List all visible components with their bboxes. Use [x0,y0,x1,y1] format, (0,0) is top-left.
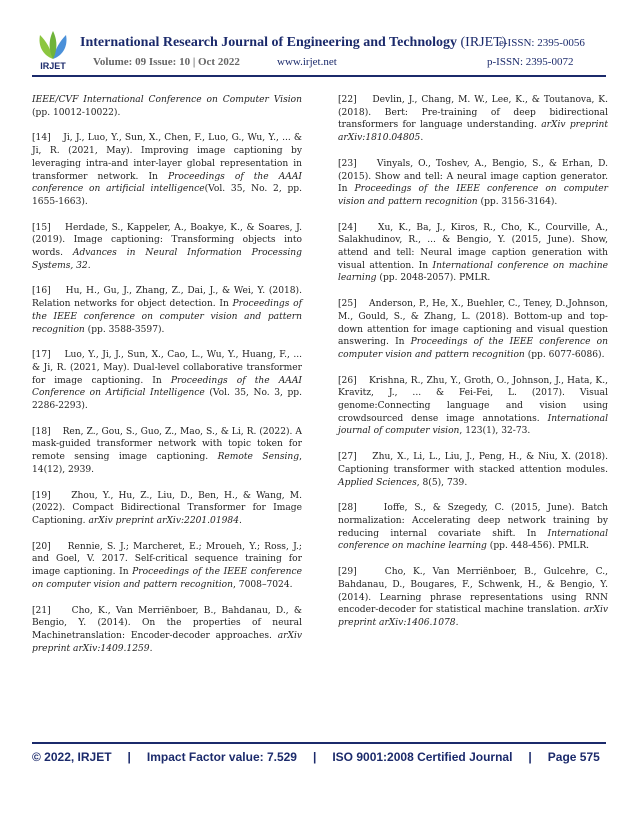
reference-text: [27] Zhu, X., Li, L., Liu, J., Peng, H., & Niu, X. (2018). Captioning transformer with stacked attention modules. [338,452,608,475]
reference-source: Remote Sensing [217,452,300,463]
references-left-column [32,94,302,668]
reference-source: arXiv preprint arXiv:1409.1259 [32,630,302,654]
footer-divider [32,742,606,744]
irjet-logo [34,31,72,71]
reference-details: (Vol. 35, No. 2, pp. 1655-1663). [32,184,302,207]
reference-details: , 14(12), 2939. [32,452,302,475]
reference-details: (pp. 3156-3164). [477,196,558,207]
reference-details: . [239,515,242,526]
leaf-icon [40,31,67,59]
volume-issue: Volume: 09 Issue: 10 | Oct 2022 [93,56,240,68]
reference-entry [32,132,302,208]
reference-entry [338,375,608,439]
pissn: p-ISSN: 2395-0072 [487,56,574,68]
reference-details: . [420,133,424,144]
reference-source: Proceedings of the IEEE conference on computer vision and pattern recognition [338,184,608,207]
reference-details: (pp. 448-456). PMLR. [486,541,590,552]
reference-details: (pp. 6077-6086). [524,349,605,360]
journal-url[interactable]: www.irjet.net [277,56,337,68]
reference-details: . [149,643,153,654]
footer-separator: | [127,750,131,764]
footer-iso: ISO 9001:2008 Certified Journal [332,750,513,764]
reference-source: International conference on machine learning [338,528,608,552]
reference-text: [29] Cho, K., Van Merriënboer, B., Gulcehre, C., Bahdanau, D., Bougares, F., Schwenk, H., & Bengio, Y. (2014). Learning phrase representations using RNN encoder-decoder for statistical machine translation. [338,567,608,616]
reference-details: , 8(5), 739. [416,477,468,488]
logo-text: IRJET [40,61,66,71]
reference-text: [16] Hu, H., Gu, J., Zhang, Z., Dai, J., & Wei, Y. (2018). Relation networks for object detection. In [32,286,302,310]
journal-title [80,35,506,51]
reference-text: [19] Zhou, Y., Hu, Z., Liu, D., Ben, H., & Wang, M. (2022). Compact Bidirectional Transformer for Image Captioning. [32,490,302,526]
reference-entry [338,502,608,553]
reference-entry [32,285,302,336]
reference-source: Proceedings of the IEEE conference on computer vision and pattern recognition [338,337,608,360]
reference-entry [32,426,302,477]
reference-text: [23] Vinyals, O., Toshev, A., Bengio, S., & Erhan, D. (2015). Show and tell: A neural image caption generator. In [338,158,608,195]
reference-text: [25] Anderson, P., He, X., Buehler, C., Teney, D.,Johnson, M., Gould, S., & Zhang, L. (2018). Bottom-up and top-down attention for image captioning and visual question answering. In [338,299,608,348]
reference-entry [338,298,608,362]
reference-text: [14] Ji, J., Luo, Y., Sun, X., Chen, F., Luo, G., Wu, Y., ... & Ji, R. (2021, May). Improving image captioning by leveraging intra-and inter-layer global representation in transformer network. In [32,133,302,182]
reference-source: Proceedings of the AAAI conference on artificial intelligence [32,171,302,195]
reference-source: Proceedings of the IEEE conference on computer vision and pattern recognition [32,299,302,335]
reference-entry [32,605,302,656]
reference-entry [338,566,608,630]
footer-copyright: © 2022, IRJET [32,750,112,764]
reference-details: , 7008–7024. [233,579,293,590]
journal-title-text: International Research Journal of Engineering and Technology [80,35,458,50]
eissn: e-ISSN: 2395-0056 [499,37,585,49]
reference-entry [32,94,302,119]
references-right-column [338,94,608,643]
reference-text: [24] Xu, K., Ba, J., Kiros, R., Cho, K., Courville, A., Salakhudinov, R., ... & Bengio, Y. (2015, June). Show, attend and tell: Neural image caption generation with visual attention. In [338,222,608,271]
reference-source: Proceedings of the IEEE conference on computer vision and pattern recognition [32,567,302,590]
reference-entry [338,222,608,286]
reference-details: (pp. 2048-2057). PMLR. [376,273,491,284]
reference-entry [32,222,302,273]
reference-details: . [455,617,459,628]
reference-text: [21] Cho, K., Van Merriënboer, B., Bahdanau, D., & Bengio, Y. (2014). On the properties of neural Machinetranslation: Encoder-decoder approaches. [32,605,302,641]
reference-entry [338,158,608,209]
reference-details: (pp. 3588-3597). [84,324,165,335]
footer-separator: | [528,750,532,764]
reference-text: [18] Ren, Z., Gou, S., Guo, Z., Mao, S., & Li, R. (2022). A mask-guided transformer network with topic token for remote sensing image captioning. [32,426,302,463]
reference-text: [28] Ioffe, S., & Szegedy, C. (2015, June). Batch normalization: Accelerating deep network training by reducing internal covariate shift. In [338,503,608,539]
reference-text: [26] Krishna, R., Zhu, Y., Groth, O., Johnson, J., Hata, K., Kravitz, J., ... & Fei-Fei, L. (2017). Visual genome:Connecting language and vision using crowdsourced dense image annotations. [338,375,608,424]
reference-details: , 123(1), 32-73. [459,426,531,437]
reference-text: [17] Luo, Y., Ji, J., Sun, X., Cao, L., Wu, Y., Huang, F., ... & Ji, R. (2021, May). Dual-level collaborative transformer for image captioning. In [32,350,302,386]
reference-entry [32,541,302,592]
reference-details: . [87,260,91,271]
reference-text: [20] Rennie, S. J.; Marcheret, E.; Mroueh, Y.; Ross, J.; and Goel, V. 2017. Self-critical sequence training for image captioning. In [32,541,302,578]
reference-entry [32,349,302,413]
footer-impact-factor: Impact Factor value: 7.529 [146,750,297,764]
reference-source: International conference on machine learning [338,260,608,284]
journal-abbr: (IRJET) [460,35,507,50]
reference-source: Applied Sciences [338,477,417,488]
footer-page-number: Page 575 [547,750,600,764]
reference-entry [32,490,302,528]
reference-details: (pp. 10012-10022). [32,107,121,118]
reference-source: arXiv preprint arXiv:1810.04805 [338,120,608,144]
footer-separator: | [312,750,317,764]
reference-source: Proceedings of the AAAI Conference on Artificial Intelligence [32,375,302,399]
header-divider [32,75,606,77]
reference-source: IEEE/CVF International Conference on Computer Vision [32,95,302,105]
reference-source: arXiv preprint arXiv:1406.1078 [338,605,608,628]
reference-source: Advances in Neural Information Processing Systems, 32 [32,248,302,271]
reference-details: (Vol. 35, No. 3, pp. 2286-2293). [32,388,302,412]
reference-source: arXiv preprint arXiv:2201.01984 [88,515,239,526]
reference-text: [15] Herdade, S., Kappeler, A., Boakye, K., & Soares, J. (2019). Image captioning: Transforming objects into words. [32,222,302,259]
reference-entry [338,451,608,489]
reference-source: International journal of computer vision [338,413,608,437]
reference-entry [338,94,608,145]
page-footer [32,750,606,764]
reference-text: [22] Devlin, J., Chang, M. W., Lee, K., & Toutanova, K. (2018). Bert: Pre-training of deep bidirectional transformers for language understanding. [338,95,608,131]
